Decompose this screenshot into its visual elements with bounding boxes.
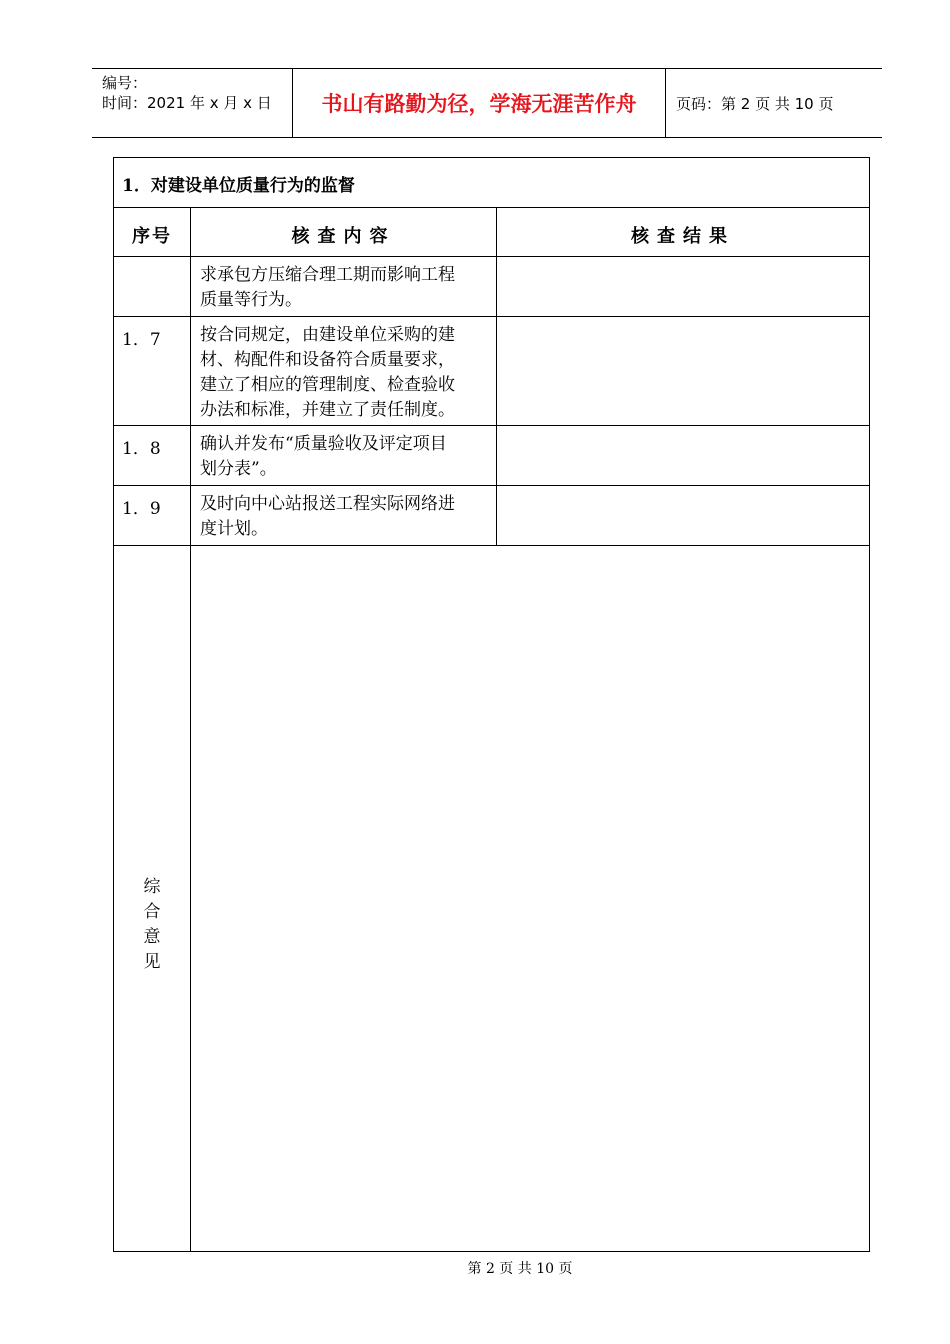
column-header-result: 核查结果 bbox=[631, 226, 735, 247]
row-divider bbox=[114, 485, 869, 486]
header-meta bbox=[102, 73, 272, 113]
content-line: 划分表”。 bbox=[200, 459, 277, 479]
summary-label bbox=[114, 875, 190, 975]
section-title: 1．对建设单位质量行为的监督 bbox=[122, 176, 355, 196]
content-line: 按合同规定，由建设单位采购的建 bbox=[200, 325, 455, 345]
header-page-number: 页码：第 2 页 共 10 页 bbox=[676, 94, 834, 113]
content-line: 确认并发布“质量验收及评定项目 bbox=[200, 434, 447, 454]
row-content bbox=[200, 432, 447, 482]
row-seq: 1．7 bbox=[122, 330, 161, 350]
row-content bbox=[200, 492, 455, 542]
row-content bbox=[200, 323, 455, 423]
inspection-table bbox=[113, 157, 870, 1252]
row-seq: 1．9 bbox=[122, 499, 161, 519]
summary-label-char: 综 bbox=[143, 877, 161, 897]
content-line: 及时向中心站报送工程实际网络进 bbox=[200, 494, 455, 514]
summary-label-char: 合 bbox=[143, 902, 161, 922]
content-line: 求承包方压缩合理工期而影响工程 bbox=[200, 265, 455, 285]
row-divider bbox=[114, 425, 869, 426]
summary-label-char: 见 bbox=[143, 952, 161, 972]
row-seq: 1．8 bbox=[122, 439, 161, 459]
row-divider bbox=[114, 207, 869, 208]
row-content bbox=[200, 263, 455, 313]
row-divider bbox=[114, 256, 869, 257]
column-divider bbox=[496, 207, 497, 545]
page-header bbox=[92, 68, 882, 138]
header-motto: 书山有路勤为径，学海无涯苦作舟 bbox=[321, 92, 637, 116]
summary-label-char: 意 bbox=[143, 927, 161, 947]
column-header-seq: 序号 bbox=[132, 226, 172, 247]
content-line: 材、构配件和设备符合质量要求， bbox=[200, 350, 455, 370]
content-line: 办法和标准，并建立了责任制度。 bbox=[200, 400, 455, 420]
page-footer: 第 2 页 共 10 页 bbox=[467, 1261, 573, 1277]
document-time-label: 时间：2021 年 x 月 x 日 bbox=[102, 94, 272, 112]
header-divider bbox=[665, 69, 666, 137]
summary-content-area[interactable] bbox=[191, 546, 869, 1251]
document-number-label: 编号： bbox=[102, 74, 148, 92]
content-line: 度计划。 bbox=[200, 519, 268, 539]
row-divider bbox=[114, 316, 869, 317]
column-header-content: 核查内容 bbox=[291, 226, 396, 247]
content-line: 质量等行为。 bbox=[200, 290, 302, 310]
content-line: 建立了相应的管理制度、检查验收 bbox=[200, 375, 455, 395]
